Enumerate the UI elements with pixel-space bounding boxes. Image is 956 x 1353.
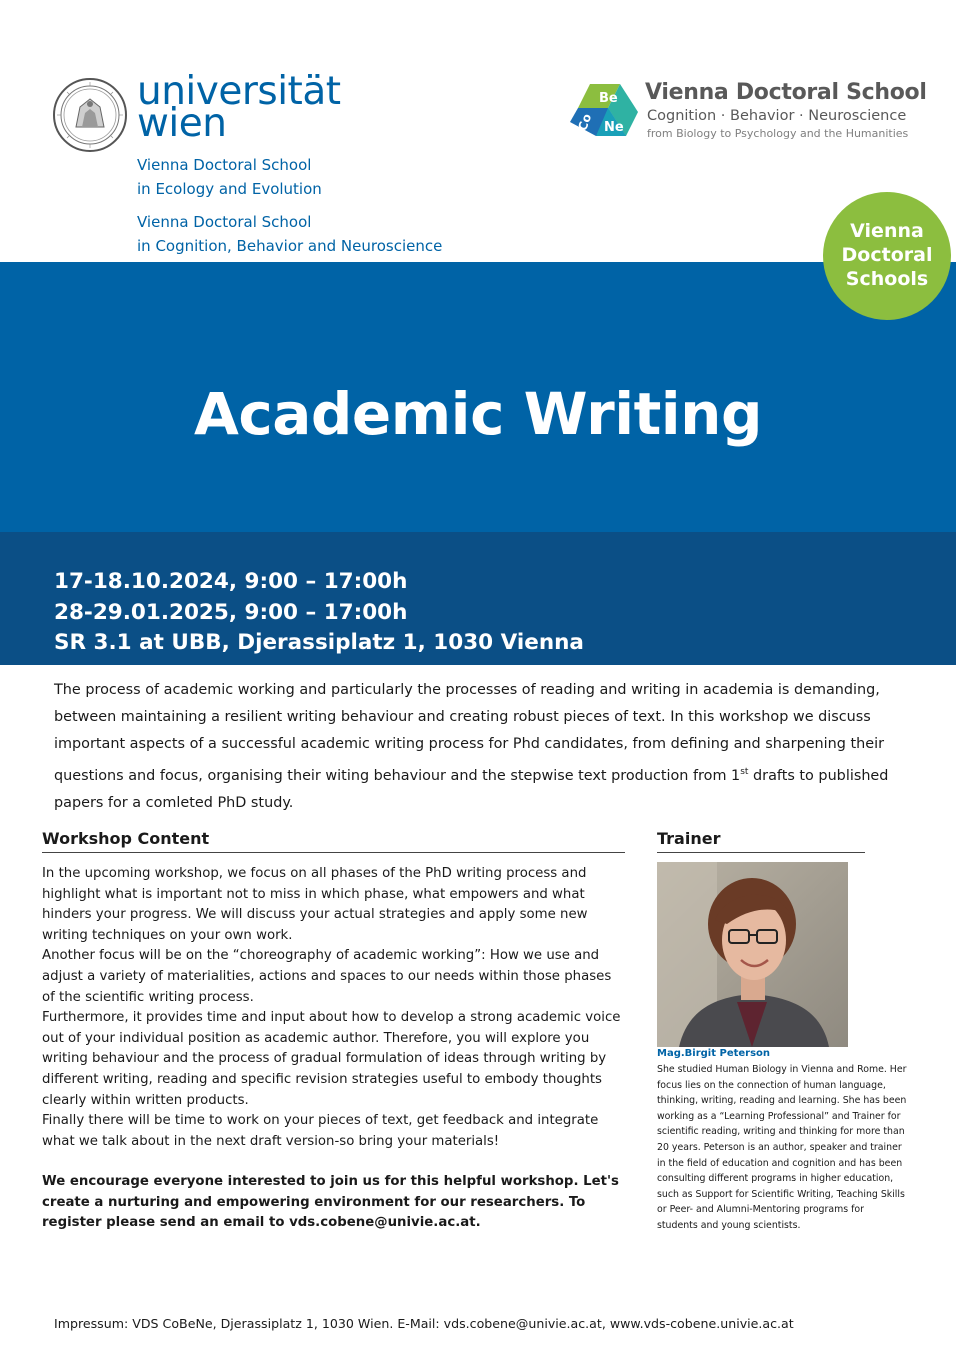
intro-text-part1: The process of academic working and particularly the processes of reading and writing in academia is demanding, between maintaining a resilient writing behaviour and creating robust pieces of text. In this workshop we discuss important aspects of a successful academic writing process for Phd candidates, from defining and sharpening their questions and focus, organising their witing behaviour and the stepwise text production from 1	[54, 682, 885, 784]
university-wordmark-line1: universität	[137, 69, 341, 114]
trainer-heading: Trainer	[657, 829, 721, 848]
university-wordmark	[137, 69, 341, 146]
badge-line1: Vienna	[850, 220, 924, 242]
workshop-paragraph-3: Furthermore, it provides time and input about how to develop a strong academic voice out of your individual position as academic author. Therefore, you will explore you writing behaviour and the process of gradual formulation of ideas through writing by different writing, reading and specific revision strategies useful to embody thoughts clearly within written products.	[42, 1010, 621, 1108]
event-date-1: 17-18.10.2024, 9:00 – 17:00h	[54, 569, 408, 594]
vds-subtitle: Cognition · Behavior · Neuroscience	[647, 108, 907, 124]
event-details	[54, 567, 584, 659]
workshop-body	[42, 864, 627, 1152]
workshop-paragraph-2: Another focus will be on the “choreography of academic working”: How we use and adjust a variety of materialities, actions and spaces to our needs within those phases of the scientific writing process.	[42, 948, 612, 1005]
workshop-heading: Workshop Content	[42, 829, 210, 848]
intro-paragraph	[54, 677, 902, 817]
registration-call-to-action: We encourage everyone interested to join us for this helpful workshop. Let's create a nurturing and empowering environment for our researchers. To register please send an email to vds.cobene@univie.ac.at.	[42, 1174, 619, 1231]
school-cognition-behavior	[137, 210, 442, 258]
vienna-doctoral-schools-badge	[823, 192, 951, 320]
trainer-name: Mag.Birgit Peterson	[657, 1048, 771, 1059]
vds-tagline: from Biology to Psychology and the Humanities	[647, 127, 909, 140]
school-cognition-line2: in Cognition, Behavior and Neuroscience	[137, 237, 443, 255]
event-date-2: 28-29.01.2025, 9:00 – 17:00h	[54, 599, 408, 625]
university-seal-logo	[52, 77, 128, 153]
badge-line3: Schools	[845, 268, 929, 290]
cobene-be-letters: Be	[599, 91, 618, 106]
workshop-paragraph-4: Finally there will be time to work on your pieces of text, get feedback and integrate what we talk about in the next draft version-so bring your materials!	[42, 1113, 599, 1149]
cobene-co-letters: Co	[575, 111, 595, 133]
school-ecology-evolution	[137, 153, 322, 201]
school-ecology-line1: Vienna Doctoral School	[137, 156, 312, 174]
cobene-cube-logo	[566, 78, 642, 144]
university-wordmark-line2: wien	[137, 101, 227, 146]
school-ecology-line2: in Ecology and Evolution	[137, 180, 322, 198]
event-location: SR 3.1 at UBB, Djerassiplatz 1, 1030 Vienna	[54, 630, 584, 655]
trainer-photo	[657, 862, 848, 1047]
workshop-paragraph-1: In the upcoming workshop, we focus on all phases of the PhD writing process and highlight what is important not to miss in which phase, what empowers and what hinders your progress. We will discuss your actual strategies and apply some new writing techniques on your own work.	[42, 866, 588, 943]
cobene-ne-letters: Ne	[604, 120, 624, 135]
vds-title: Vienna Doctoral School	[645, 80, 927, 105]
page-title: Academic Writing	[193, 380, 762, 448]
workshop-divider	[42, 852, 625, 853]
badge-line2: Doctoral	[841, 244, 933, 266]
footer-impressum: Impressum: VDS CoBeNe, Djerassiplatz 1, 1030 Wien. E-Mail: vds.cobene@univie.ac.at, www.vds-cobene.univie.ac.at	[54, 1316, 794, 1331]
trainer-divider	[657, 852, 865, 853]
school-cognition-line1: Vienna Doctoral School	[137, 213, 312, 231]
intro-text-part2: drafts to published papers for a comleted PhD study.	[54, 767, 889, 811]
intro-superscript: st	[740, 766, 749, 777]
trainer-bio: She studied Human Biology in Vienna and Rome. Her focus lies on the connection of human language, thinking, writing, reading and learning. She has been working as a “Learning Professional” and Trainer for scientific reading, writing and thinking for more than 20 years. Peterson is an author, speaker and trainer in the field of education and cognition and has been consulting different programs in higher education, such as Support for Scientific Writing, Teaching Skills or Peer- and Alumni-Mentoring programs for students and young scientists.	[657, 1064, 907, 1231]
